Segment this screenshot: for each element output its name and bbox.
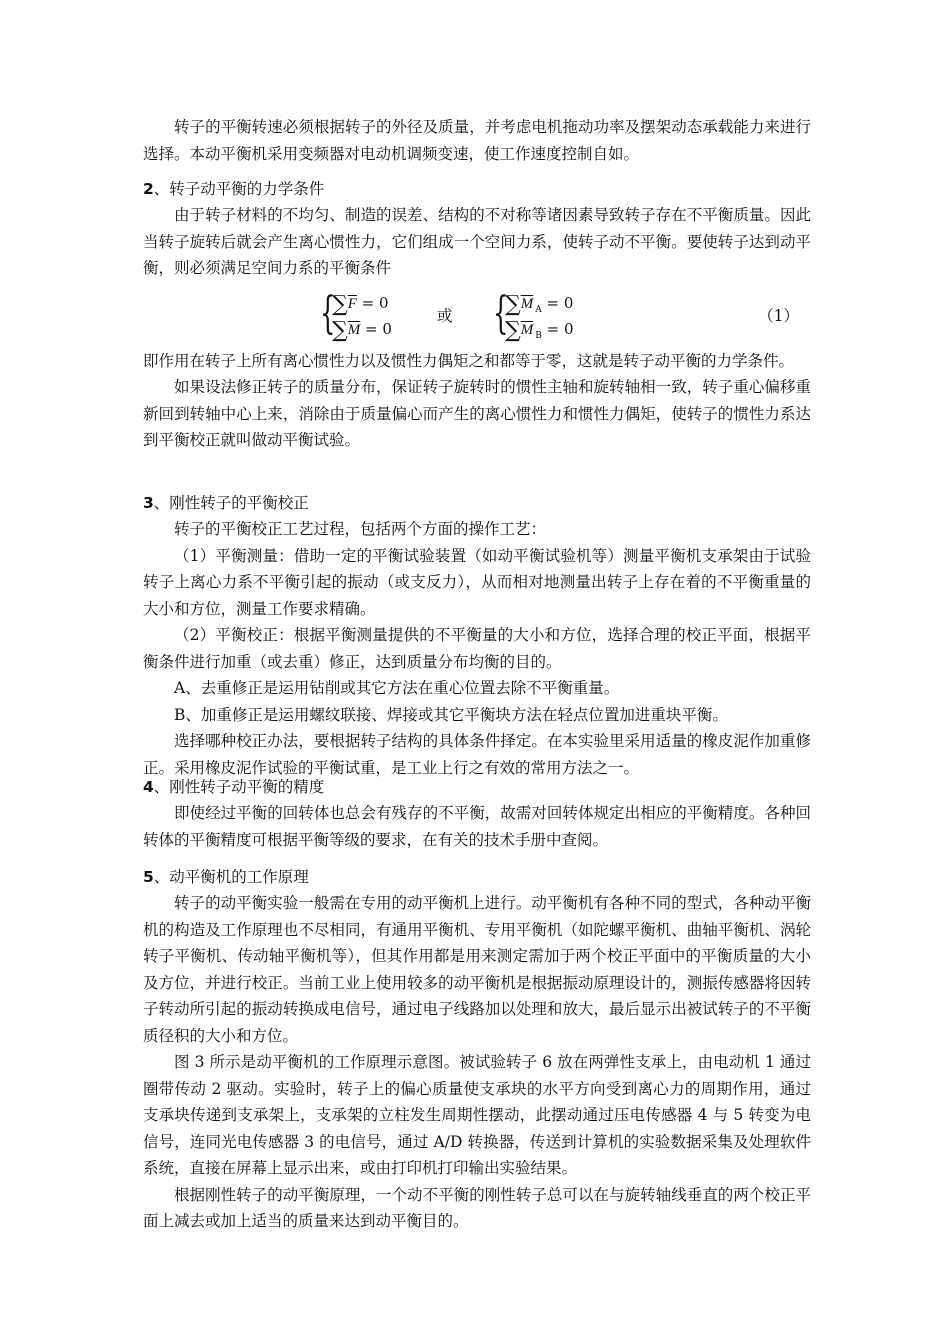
intro-paragraph: 转子的平衡转速必须根据转子的外径及质量，并考虑电机拖动功率及摆架动态承载能力来进行选择。本动平衡机采用变频器对电动机调频变速，使工作速度控制自如。 [143,118,811,163]
section-5-title: 、动平衡机的工作原理 [153,868,309,886]
section-3-item-a: A、去重修正是运用钻削或其它方法在重心位置去除不平衡重量。 [174,679,620,697]
section-3-number: 3 [143,494,154,512]
section-3-paragraph-2: 选择哪种校正办法，要根据转子结构的具体条件择定。在本实验里采用适量的橡皮泥作加重修正。采用橡皮泥作试验的平衡试重，是工业上行之有效的常用方法之一。 [143,732,811,777]
equation-number: （1） [758,306,799,325]
equation-1 [143,288,811,344]
section-2-title: 、转子动平衡的力学条件 [153,180,325,198]
section-3-title: 、刚性转子的平衡校正 [153,494,309,512]
section-2-paragraph-2: 即作用在转子上所有离心惯性力以及惯性力偶矩之和都等于零，这就是转子动平衡的力学条件。 [143,351,795,370]
section-2-number: 2 [143,180,154,198]
section-3-item-b: B、加重修正是运用螺纹联接、焊接或其它平衡块方法在轻点位置加进重块平衡。 [174,705,728,724]
section-3-paragraph-1: 转子的平衡校正工艺过程，包括两个方面的操作工艺： [174,520,547,538]
section-4-paragraph-1: 即使经过平衡的回转体也总会有残存的不平衡，故需对回转体规定出相应的平衡精度。各种回转体的平衡精度可根据平衡等级的要求，在有关的技术手册中查阅。 [143,804,811,849]
section-3-item-2: （2）平衡校正：根据平衡测量提供的不平衡量的大小和方位，选择合理的校正平面，根据平衡条件进行加重（或去重）修正，达到质量分布均衡的目的。 [143,626,811,671]
moment-equation-system: { $\sum\overline{M}$ $_A$ = 0 $\sum\overline{M}$ $_B$ = 0 [493,287,574,343]
section-2-paragraph-1: 由于转子材料的不均匀、制造的误差、结构的不对称等诸因素导致转子存在不平衡质量。因此当转子旋转后就会产生离心惯性力，它们组成一个空间力系，使转子动不平衡。要使转子达到动平衡，则必须满足空间力系的平衡条件 [143,206,811,277]
section-5-heading [143,864,811,890]
section-5-number: 5 [143,868,154,886]
sum-moment-a-line: $\sum\overline{M}$ $_A$ = 0 [505,291,574,317]
section-5 [143,864,811,1235]
sum-moment-b-line: $\sum\overline{M}$ $_B$ = 0 [505,317,574,343]
section-5-paragraph-2: 图 3 所示是动平衡机的工作原理示意图。被试验转子 6 放在两弹性支承上，由电动机 1 通过圈带传动 2 驱动。实验时，转子上的偏心质量使支承块的水平方向受到离心力的周期作用，通过支承块传递到支承架上，支承架的立柱发生周期性摆动，此摆动通过压电传感器 4 与 5 转变为电信号，连同光电传感器 3 的电信号，通过 A/D 转换器，传送到计算机的实验数据采集及处理软件系统，直接在屏幕上显示出来，或由打印机打印输出实验结果。 [143,1053,811,1177]
section-3 [143,490,811,781]
sum-force-line: $\sum\overline{F} = 0$ [332,291,389,317]
section-4-title: 、刚性转子动平衡的精度 [153,778,325,796]
section-3-heading [143,490,811,516]
force-equation-system: { $\sum\overline{F} = 0$ $\sum\overline{M} = 0$ [320,287,392,343]
section-2-paragraph-3: 如果设法修正转子的质量分布，保证转子旋转时的惯性主轴和旋转轴相一致，转子重心偏移重新回到转轴中心上来，消除由于质量偏心而产生的离心惯性力和惯性力偶矩，使转子的惯性力系达到平衡校正就叫做动平衡试验。 [143,378,811,449]
sum-moment-line: $\sum\overline{M} = 0$ [332,317,392,343]
section-4 [143,774,811,853]
section-5-paragraph-1: 转子的动平衡实验一般需在专用的动平衡机上进行。动平衡机有各种不同的型式，各种动平衡机的构造及工作原理也不尽相同，有通用平衡机、专用平衡机（如陀螺平衡机、曲轴平衡机、涡轮转子平衡机、传动轴平衡机等），但其作用都是用来测定需加于两个校正平面中的平衡质量的大小及方位，并进行校正。当前工业上使用较多的动平衡机是根据振动原理设计的，测振传感器将因转子转动所引起的振动转换成电信号，通过电子线路加以处理和放大，最后显示出被试转子的不平衡质径积的大小和方位。 [143,894,811,1045]
section-4-heading [143,774,811,800]
section-3-item-1: （1）平衡测量：借助一定的平衡试验装置（如动平衡试验机等）测量平衡机支承架由于试验转子上离心力系不平衡引起的振动（或支反力），从而相对地测量出转子上存在着的不平衡重量的大小和方位，测量工作要求精确。 [143,546,811,618]
equation-or: 或 [437,306,453,325]
section-4-number: 4 [143,778,154,796]
intro-block [143,114,811,167]
section-2 [143,176,811,454]
section-5-paragraph-3: 根据刚性转子的动平衡原理，一个动不平衡的刚性转子总可以在与旋转轴线垂直的两个校正平面上减去或加上适当的质量来达到动平衡目的。 [143,1185,811,1230]
section-2-heading [143,176,811,202]
